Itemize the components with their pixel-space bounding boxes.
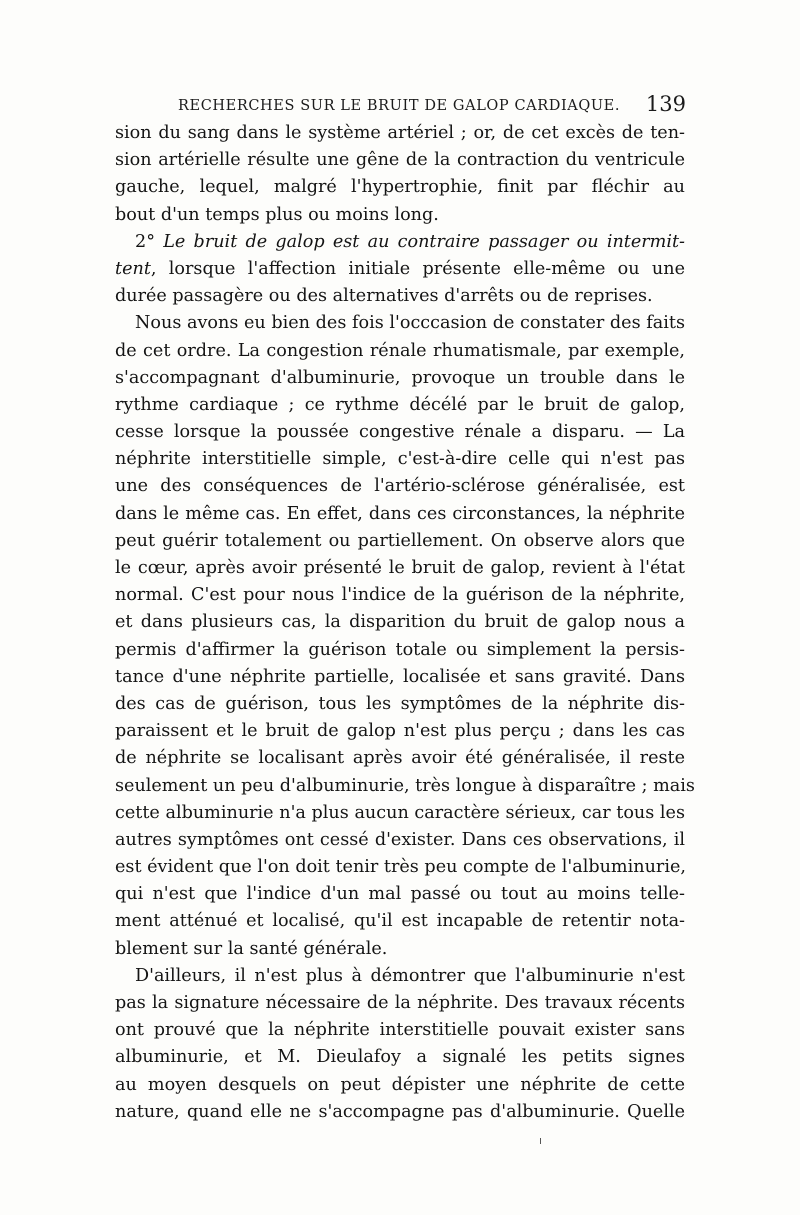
text-line: paraissent et le bruit de galop n'est plus perçu ; dans les cas — [115, 721, 685, 742]
text-line: permis d'affirmer la guérison totale ou simplement la persis- — [115, 639, 685, 660]
text-line: cette albuminurie n'a plus aucun caractère sérieux, car tous les — [115, 802, 685, 823]
body-text — [115, 120, 695, 1126]
page-number: 139 — [645, 92, 686, 116]
page-header — [178, 92, 686, 122]
text-line: albuminurie, et M. Dieulafoy a signalé les petits signes — [115, 1047, 685, 1068]
text-line: au moyen desquels on peut dépister une néphrite de cette — [115, 1074, 685, 1095]
text-line: de néphrite se localisant après avoir été généralisée, il reste — [115, 748, 685, 769]
text-line: bout d'un temps plus ou moins long. — [115, 204, 439, 225]
text-line: cesse lorsque la poussée congestive rénale a disparu. — La — [115, 422, 685, 443]
text-line: est évident que l'on doit tenir très peu compte de l'albuminurie, — [115, 857, 686, 878]
text-line: normal. C'est pour nous l'indice de la guérison de la néphrite, — [115, 585, 685, 606]
text-line: autres symptômes ont cessé d'exister. Dans ces observations, il — [115, 829, 685, 850]
text-line: nature, quand elle ne s'accompagne pas d'albuminurie. Quelle — [115, 1101, 685, 1122]
text-line: Nous avons eu bien des fois l'occcasion de constater des faits — [135, 313, 685, 334]
text-line: sion artérielle résulte une gêne de la contraction du ventricule — [115, 150, 685, 171]
text-line: peut guérir totalement ou partiellement. On observe alors que — [115, 530, 685, 551]
text-line: blement sur la santé générale. — [115, 938, 388, 959]
text-line: rythme cardiaque ; ce rythme décélé par le bruit de galop, — [115, 394, 685, 415]
text-line: de cet ordre. La congestion rénale rhumatismale, par exemple, — [115, 340, 685, 361]
text-line: 2° Le bruit de galop est au contraire passager ou intermit- — [135, 231, 686, 252]
text-line: tance d'une néphrite partielle, localisée et sans gravité. Dans — [115, 666, 685, 687]
text-line: ment atténué et localisé, qu'il est incapable de retentir nota- — [115, 911, 685, 932]
text-line: sion du sang dans le système artériel ; or, de cet excès de ten- — [115, 123, 685, 143]
italic-phrase: Le bruit de galop est au contraire passager ou intermit- — [163, 231, 686, 252]
text-line: néphrite interstitielle simple, c'est-à-dire celle qui n'est pas — [115, 449, 685, 470]
text-line: dans le même cas. En effet, dans ces circonstances, la néphrite — [115, 503, 685, 524]
text-line: durée passagère ou des alternatives d'arrêts ou de reprises. — [115, 286, 653, 307]
text-line: s'accompagnant d'albuminurie, provoque un trouble dans le — [115, 367, 685, 388]
italic-phrase: tent — [115, 258, 151, 279]
text-line: ont prouvé que la néphrite interstitielle pouvait exister sans — [115, 1020, 685, 1041]
text-line: tent, lorsque l'affection initiale présente elle-même ou une — [115, 258, 685, 279]
text-line: gauche, lequel, malgré l'hypertrophie, finit par fléchir au — [115, 177, 685, 198]
text-line: une des conséquences de l'artério-sclérose généralisée, est — [115, 476, 685, 497]
text-line: qui n'est que l'indice d'un mal passé ou tout au moins telle- — [115, 884, 685, 905]
text-line: le cœur, après avoir présenté le bruit de galop, revient à l'état — [115, 558, 685, 578]
text-line: pas la signature nécessaire de la néphrite. Des travaux récents — [115, 993, 685, 1013]
print-speck — [540, 1138, 541, 1144]
text-line: des cas de guérison, tous les symptômes de la néphrite dis- — [115, 693, 685, 714]
running-head: RECHERCHES SUR LE BRUIT DE GALOP CARDIAQUE. — [178, 98, 621, 114]
text-line: seulement un peu d'albuminurie, très longue à disparaître ; mais — [115, 775, 695, 796]
text-line: et dans plusieurs cas, la disparition du bruit de galop nous a — [115, 612, 685, 633]
text-line: D'ailleurs, il n'est plus à démontrer que l'albuminurie n'est — [135, 965, 685, 986]
